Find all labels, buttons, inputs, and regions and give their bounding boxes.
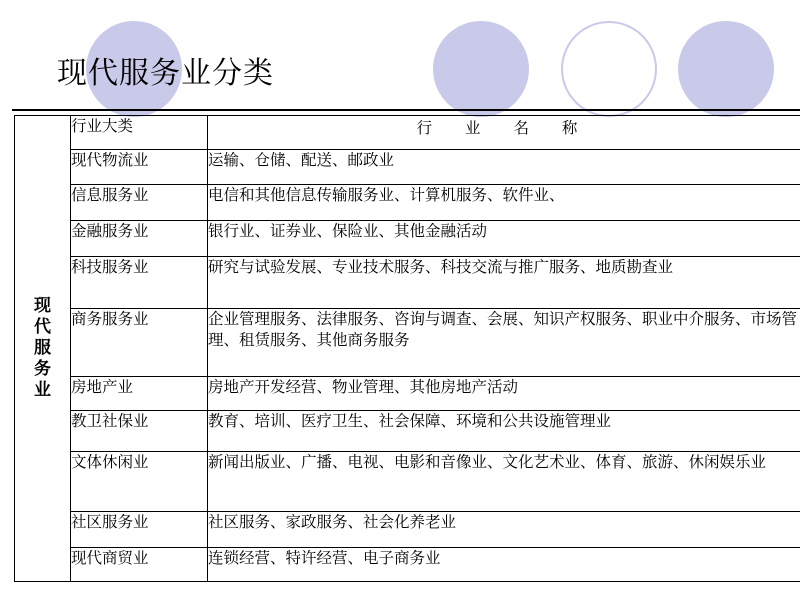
row-names: 教育、培训、医疗卫生、社会保障、环境和公共设施管理业 xyxy=(208,411,800,452)
decor-circle-4 xyxy=(678,21,774,117)
row-names: 研究与试验发展、专业技术服务、科技交流与推广服务、地质勘查业 xyxy=(208,257,800,309)
table-row xyxy=(15,411,800,452)
row-names: 新闻出版业、广播、电视、电影和音像业、文化艺术业、体育、旅游、休闲娱乐业 xyxy=(208,452,800,512)
table-row xyxy=(15,309,800,377)
side-label: 现代服务业 xyxy=(34,296,51,400)
row-names: 电信和其他信息传输服务业、计算机服务、软件业、 xyxy=(208,185,800,221)
table-row xyxy=(15,377,800,411)
row-category: 房地产业 xyxy=(71,377,208,411)
row-category: 信息服务业 xyxy=(71,185,208,221)
row-category: 教卫社保业 xyxy=(71,411,208,452)
classification-table xyxy=(14,115,800,582)
row-names: 社区服务、家政服务、社会化养老业 xyxy=(208,512,800,548)
row-category: 文体休闲业 xyxy=(71,452,208,512)
header-category: 行业大类 xyxy=(71,116,208,150)
table-row xyxy=(15,221,800,257)
row-category: 现代物流业 xyxy=(71,150,208,185)
row-names: 房地产开发经营、物业管理、其他房地产活动 xyxy=(208,377,800,411)
table-row xyxy=(15,185,800,221)
decor-circle-2 xyxy=(433,21,529,117)
row-names: 连锁经营、特许经营、电子商务业 xyxy=(208,548,800,582)
row-names: 运输、仓储、配送、邮政业 xyxy=(208,150,800,185)
row-category: 现代商贸业 xyxy=(71,548,208,582)
header-names: 行 业 名 称 xyxy=(208,116,800,150)
table-header-row xyxy=(15,116,800,150)
row-category: 商务服务业 xyxy=(71,309,208,377)
table-row xyxy=(15,548,800,582)
row-category: 社区服务业 xyxy=(71,512,208,548)
table-row xyxy=(15,257,800,309)
table-row xyxy=(15,150,800,185)
row-names: 企业管理服务、法律服务、咨询与调查、会展、知识产权服务、职业中介服务、市场管理、租赁服务、其他商务服务 xyxy=(208,309,800,377)
table-row xyxy=(15,512,800,548)
slide-title: 现代服务业分类 xyxy=(57,56,274,91)
side-label-cell xyxy=(15,116,71,582)
table-row xyxy=(15,452,800,512)
row-category: 科技服务业 xyxy=(71,257,208,309)
row-category: 金融服务业 xyxy=(71,221,208,257)
row-names: 银行业、证券业、保险业、其他金融活动 xyxy=(208,221,800,257)
title-divider xyxy=(12,109,800,111)
decor-circle-3 xyxy=(561,21,657,117)
